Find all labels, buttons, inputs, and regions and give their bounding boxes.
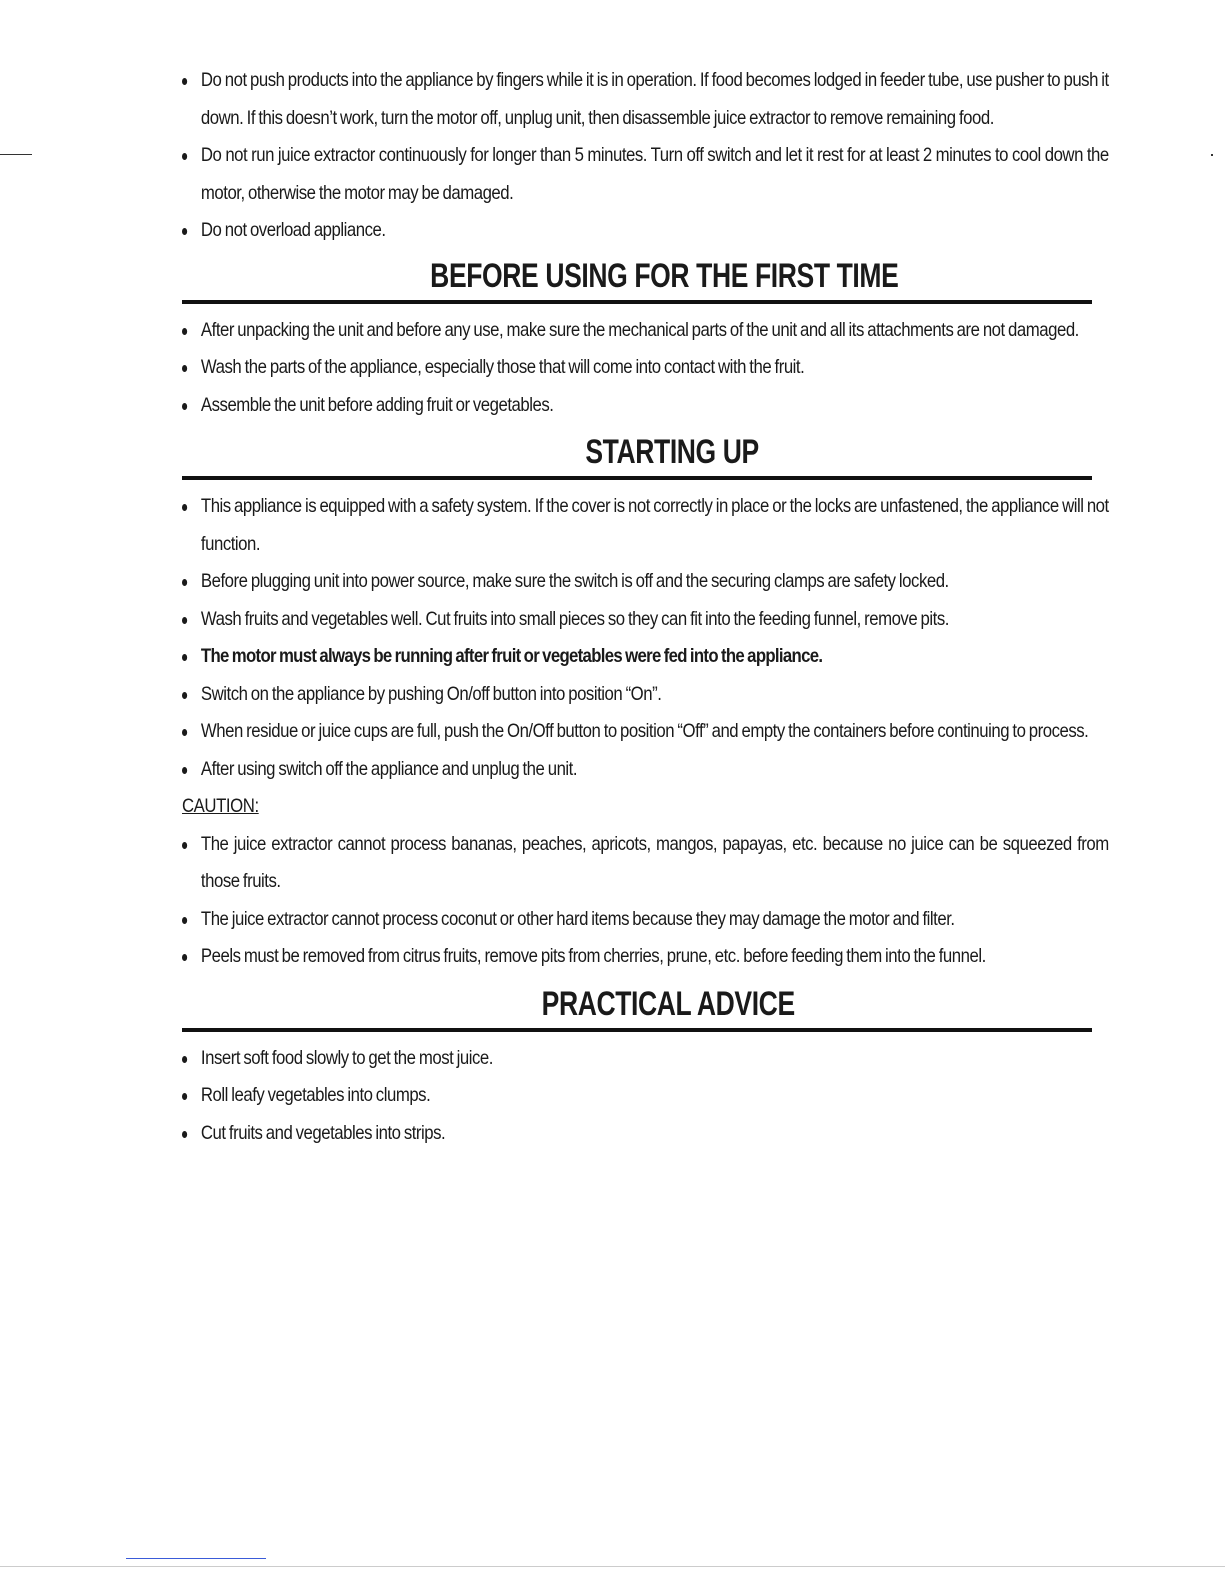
list-item: Peels must be removed from citrus fruits, remove pits from cherries, prune, etc. before feeding them into the funnel. <box>182 938 1109 976</box>
list-item: Wash fruits and vegetables well. Cut fruits into small pieces so they can fit into the feeding funnel, remove pits. <box>182 601 1109 639</box>
caution-list <box>182 826 1109 976</box>
list-item: The juice extractor cannot process coconut or other hard items because they may damage the motor and filter. <box>182 901 1109 939</box>
list-item: When residue or juice cups are full, push the On/Off button to position “Off” and empty the containers before continuing to process. <box>182 713 1109 751</box>
footer-divider <box>0 1566 1225 1567</box>
list-item: After unpacking the unit and before any use, make sure the mechanical parts of the unit and all its attachments are not damaged. <box>182 312 1109 350</box>
practical-advice-list <box>182 1040 1092 1153</box>
section-title: STARTING UP <box>585 433 759 471</box>
list-item: The juice extractor cannot process bananas, peaches, apricots, mangos, papayas, etc. because no juice can be squeezed from those fruits. <box>182 826 1109 901</box>
list-item: Do not push products into the appliance by fingers while it is in operation. If food becomes lodged in feeder tube, use pusher to push it down. If this doesn’t work, turn the motor off, unplug unit, then disassemble juice extractor to remove remaining food. <box>182 62 1109 137</box>
section-divider <box>182 300 1092 304</box>
footer-link-underline <box>126 1558 266 1559</box>
list-item: Do not overload appliance. <box>182 212 1109 250</box>
starting-up-list <box>182 488 1109 788</box>
list-item: Cut fruits and vegetables into strips. <box>182 1115 1109 1153</box>
manual-page <box>182 62 1109 1152</box>
caution-label: CAUTION: <box>182 795 259 817</box>
page-edge-mark-left <box>0 154 32 155</box>
list-item: Wash the parts of the appliance, especially those that will come into contact with the fruit. <box>182 349 1109 387</box>
section-divider <box>182 476 1092 480</box>
list-item: Assemble the unit before adding fruit or vegetables. <box>182 387 1109 425</box>
section-title: BEFORE USING FOR THE FIRST TIME <box>430 256 899 295</box>
list-item-emphasis: The motor must always be running after fruit or vegetables were fed into the appliance. <box>182 638 1109 676</box>
section-divider <box>182 1028 1092 1032</box>
section-before-first-time <box>182 254 1092 425</box>
page-edge-mark-right <box>1211 154 1213 156</box>
list-item: Insert soft food slowly to get the most juice. <box>182 1040 1109 1078</box>
section-practical-advice <box>182 982 1092 1153</box>
list-item: Do not run juice extractor continuously for longer than 5 minutes. Turn off switch and let it rest for at least 2 minutes to cool down the motor, otherwise the motor may be damaged. <box>182 137 1109 212</box>
list-item: After using switch off the appliance and unplug the unit. <box>182 751 1109 789</box>
list-item: Before plugging unit into power source, make sure the switch is off and the securing clamps are safety locked. <box>182 563 1109 601</box>
before-first-time-list <box>182 312 1092 425</box>
section-starting-up <box>182 430 1109 976</box>
intro-list <box>182 62 1109 250</box>
list-item: This appliance is equipped with a safety system. If the cover is not correctly in place or the locks are unfastened, the appliance will not function. <box>182 488 1109 563</box>
section-title: PRACTICAL ADVICE <box>541 984 795 1023</box>
list-item: Roll leafy vegetables into clumps. <box>182 1077 1109 1115</box>
list-item: Switch on the appliance by pushing On/off button into position “On”. <box>182 676 1109 714</box>
